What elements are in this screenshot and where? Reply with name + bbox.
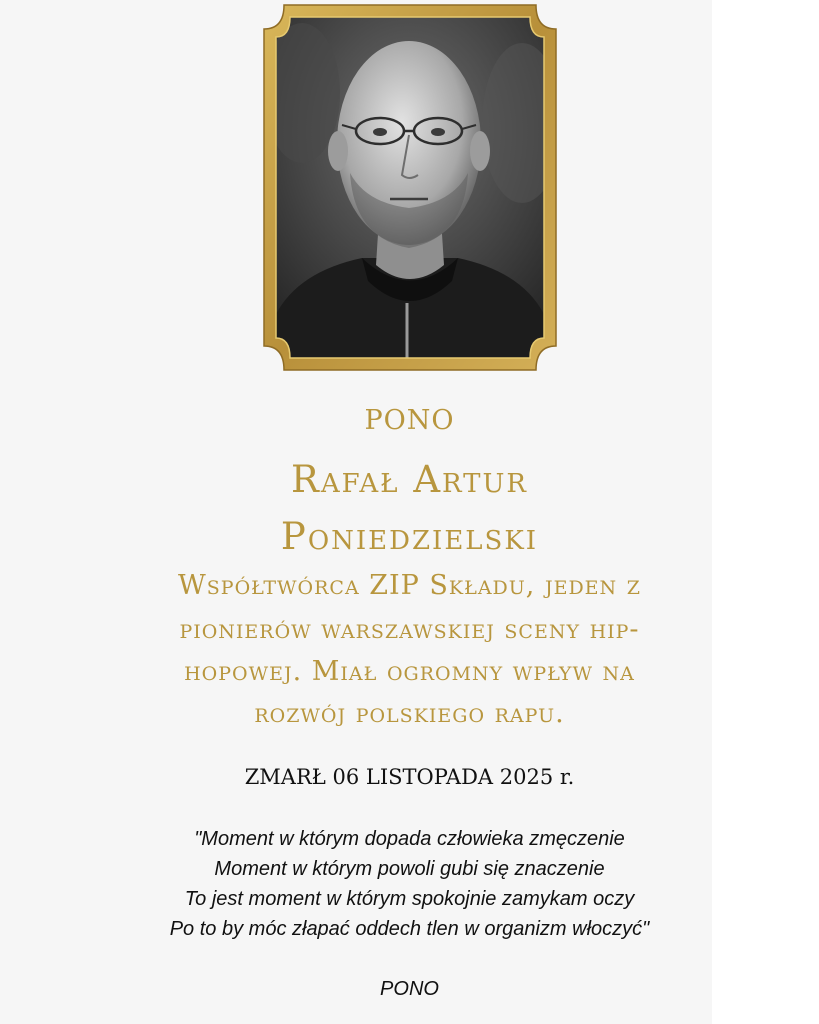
- full-name-line-1: Rafał Artur: [290, 458, 528, 501]
- description-line-3: hopowej. Miał ogromny wpływ na: [184, 656, 635, 687]
- description-line-1: Współtwórca ZIP Składu, jeden z: [178, 570, 641, 601]
- quote-signature: PONO: [380, 978, 439, 1000]
- quote-line-4: Po to by móc złapać oddech tlen w organizm włoczyć": [169, 918, 650, 940]
- quote-line-2: Moment w którym powoli gubi się znaczenie: [214, 858, 605, 880]
- portrait-frame: [262, 3, 558, 372]
- quote-line-3: To jest moment w którym spokojnie zamykam oczy: [184, 888, 635, 910]
- death-date: ZMARŁ 06 LISTOPADA 2025 r.: [244, 765, 575, 789]
- nickname: PONO: [364, 405, 455, 436]
- portrait-photo: [262, 3, 558, 372]
- full-name-line-2: Poniedzielski: [280, 515, 539, 558]
- description-line-2: pionierów warszawskiej sceny hip-: [179, 614, 640, 645]
- quote-line-1: "Moment w którym dopada człowieka zmęczenie: [194, 828, 625, 850]
- description-line-4: rozwój polskiego rapu.: [254, 698, 565, 729]
